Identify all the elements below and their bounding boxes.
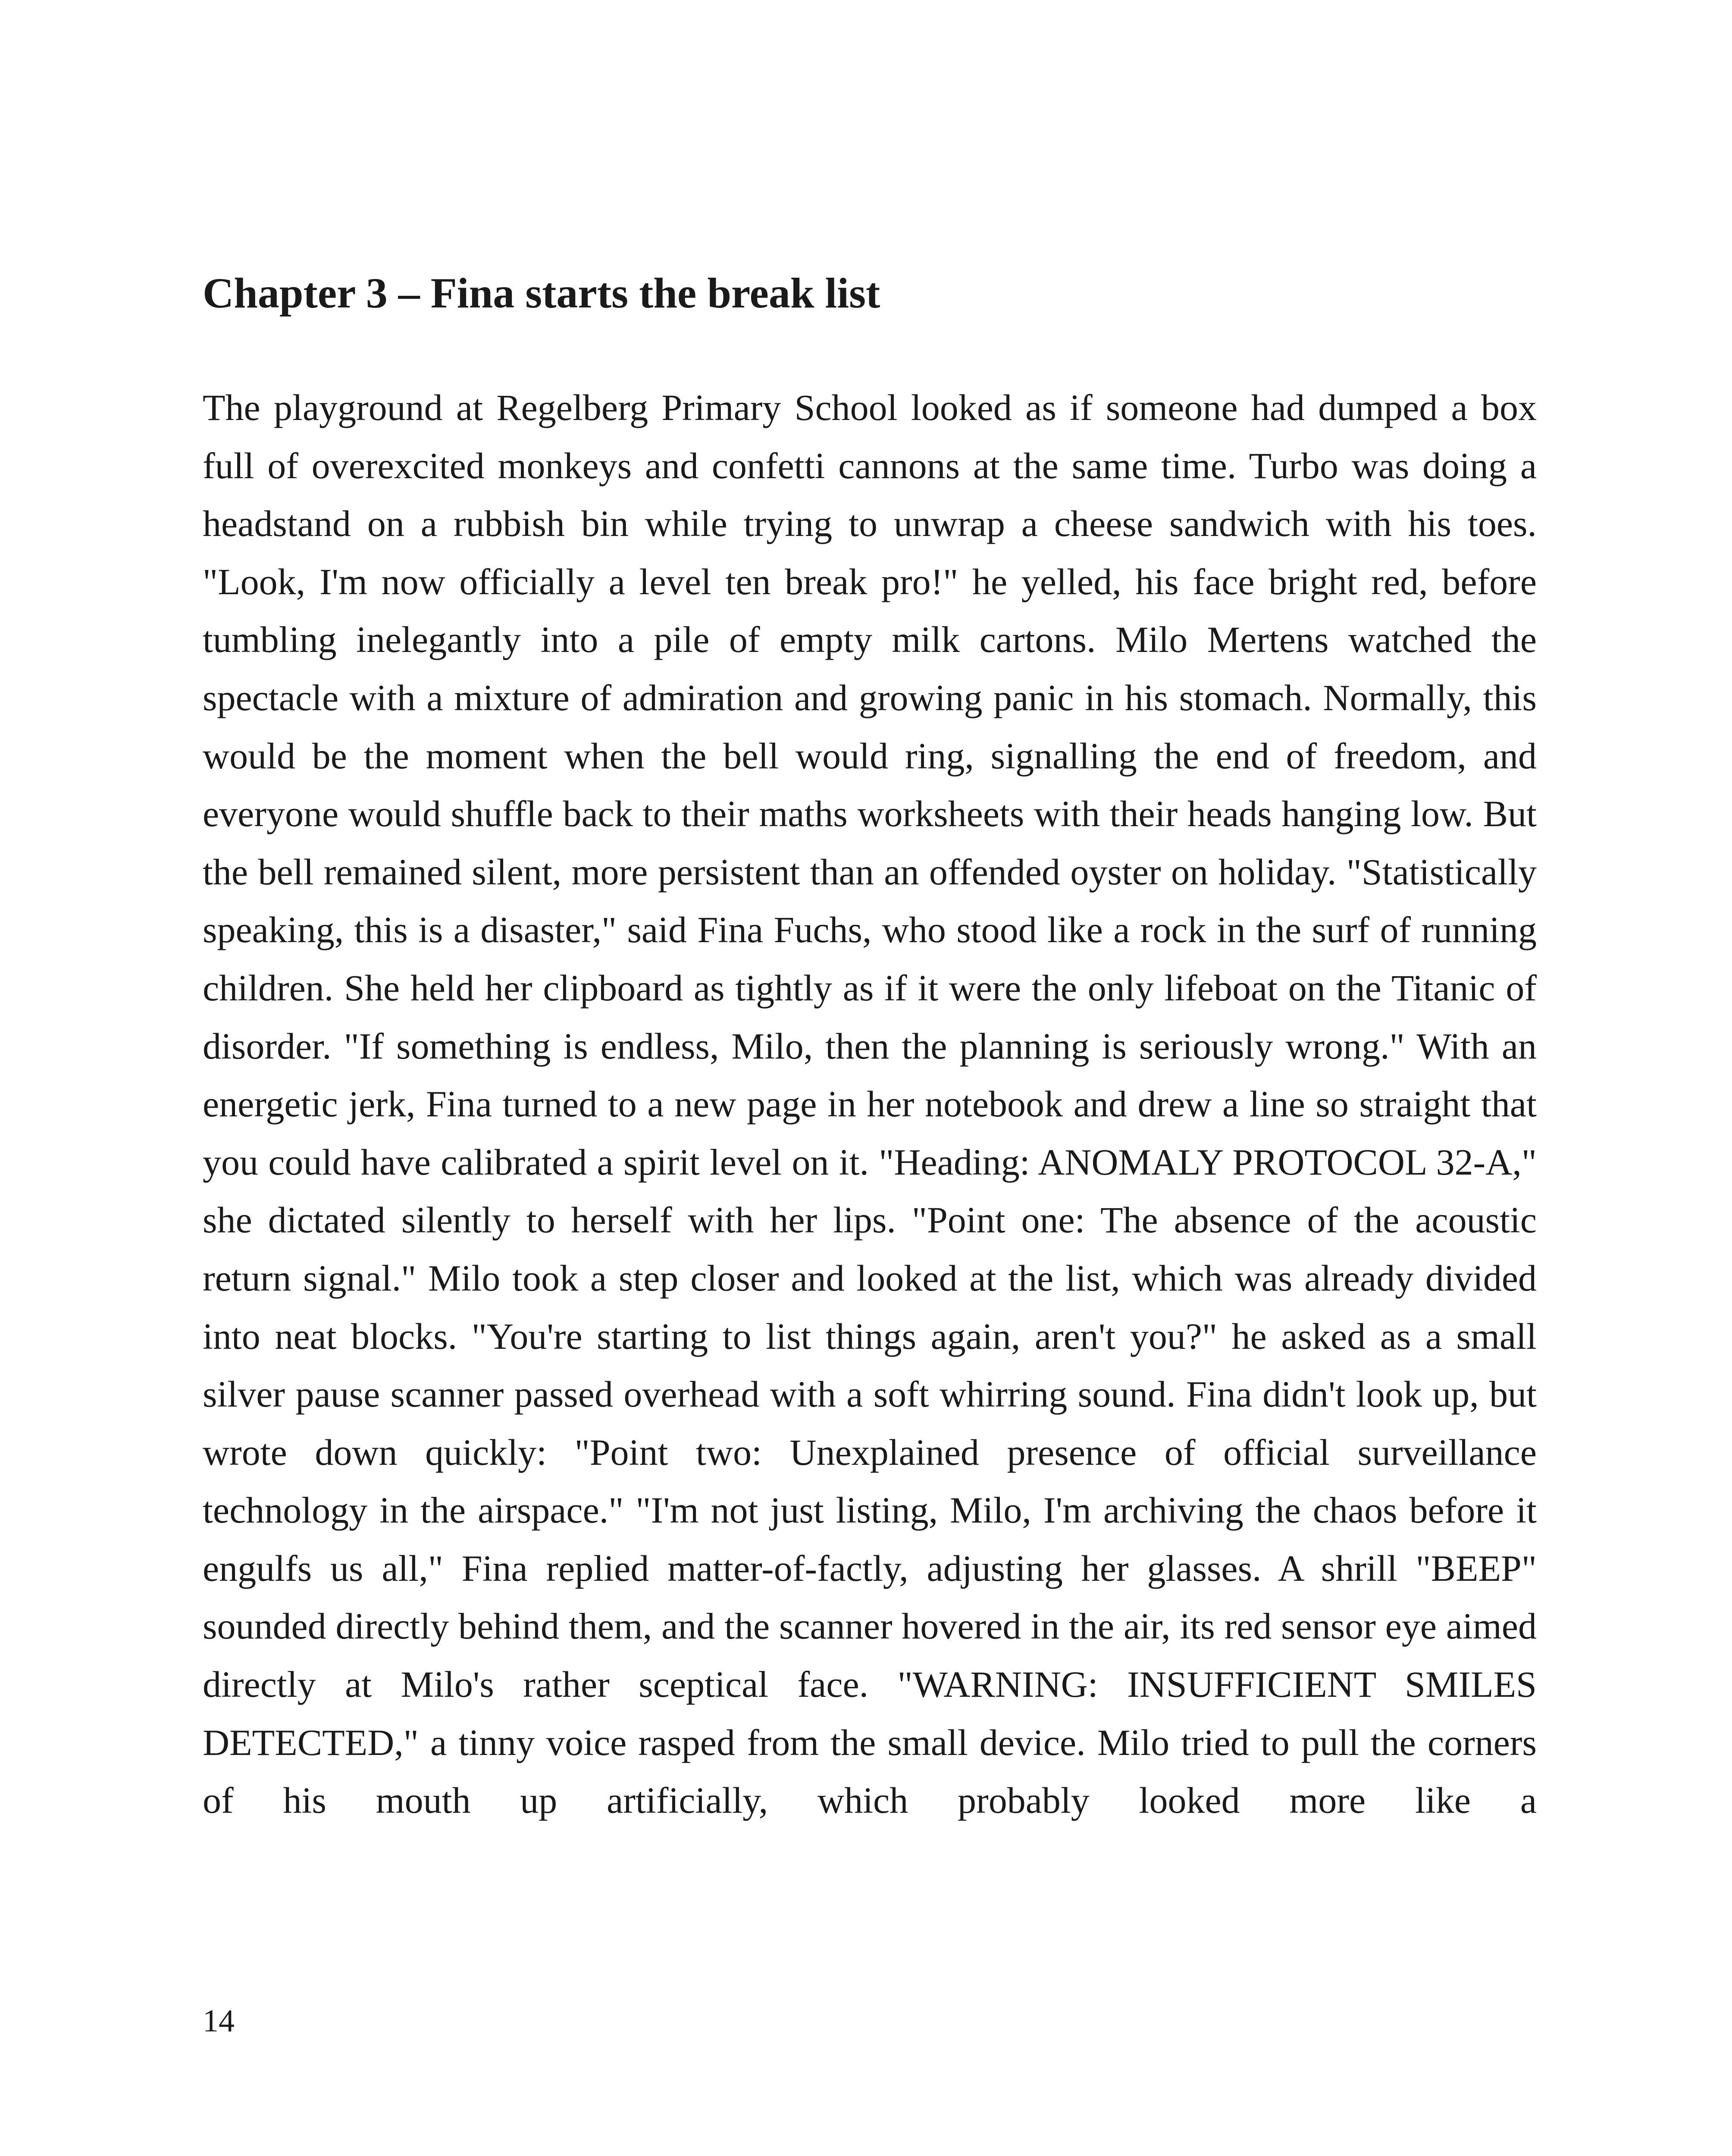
chapter-title: Chapter 3 – Fina starts the break list — [203, 269, 880, 317]
page-number: 14 — [203, 2003, 235, 2039]
body-paragraph: The playground at Regelberg Primary School looked as if someone had dumped a box full of overexcited monkeys and confetti cannons at the same time. Turbo was doing a headstand on a rubbish bin while trying to unwrap a cheese sandwich with his toes. "Look, I'm now officially a level ten break pro!" he yelled, his face bright red, before tumbling inelegantly into a pile of empty milk cartons. Milo Mertens watched the spectacle with a mixture of admiration and growing panic in his stomach. Normally, this would be the moment when the bell would ring, signalling the end of freedom, and everyone would shuffle back to their maths worksheets with their heads hanging low. But the bell remained silent, more persistent than an offended oyster on holiday. "Statistically speaking, this is a disaster," said Fina Fuchs, who stood like a rock in the surf of running children. She held her clipboard as tightly as if it were the only lifeboat on the Titanic of disorder. "If something is endless, Milo, then the planning is seriously wrong." With an energetic jerk, Fina turned to a new page in her notebook and drew a line so straight that you could have calibrated a spirit level on it. "Heading: ANOMALY PROTOCOL 32-A," she dictated silently to herself with her lips. "Point one: The absence of the acoustic return signal." Milo took a step closer and looked at the list, which was already divided into neat blocks. "You're starting to list things again, aren't you?" he asked as a small silver pause scanner passed overhead with a soft whirring sound. Fina didn't look up, but wrote down quickly: "Point two: Unexplained presence of official surveillance technology in the airspace." "I'm not just listing, Milo, I'm archiving the chaos before it engulfs us all," Fina replied matter-of-factly, adjusting her glasses. A shrill "BEEP" sounded directly behind them, and the scanner hovered in the air, its red sensor eye aimed directly at Milo's rather sceptical face. "WARNING: INSUFFICIENT SMILES DETECTED," a tinny voice rasped from the small device. Milo tried to pull the corners of his mouth up artificially, which probably looked more like a — [203, 387, 1537, 1821]
